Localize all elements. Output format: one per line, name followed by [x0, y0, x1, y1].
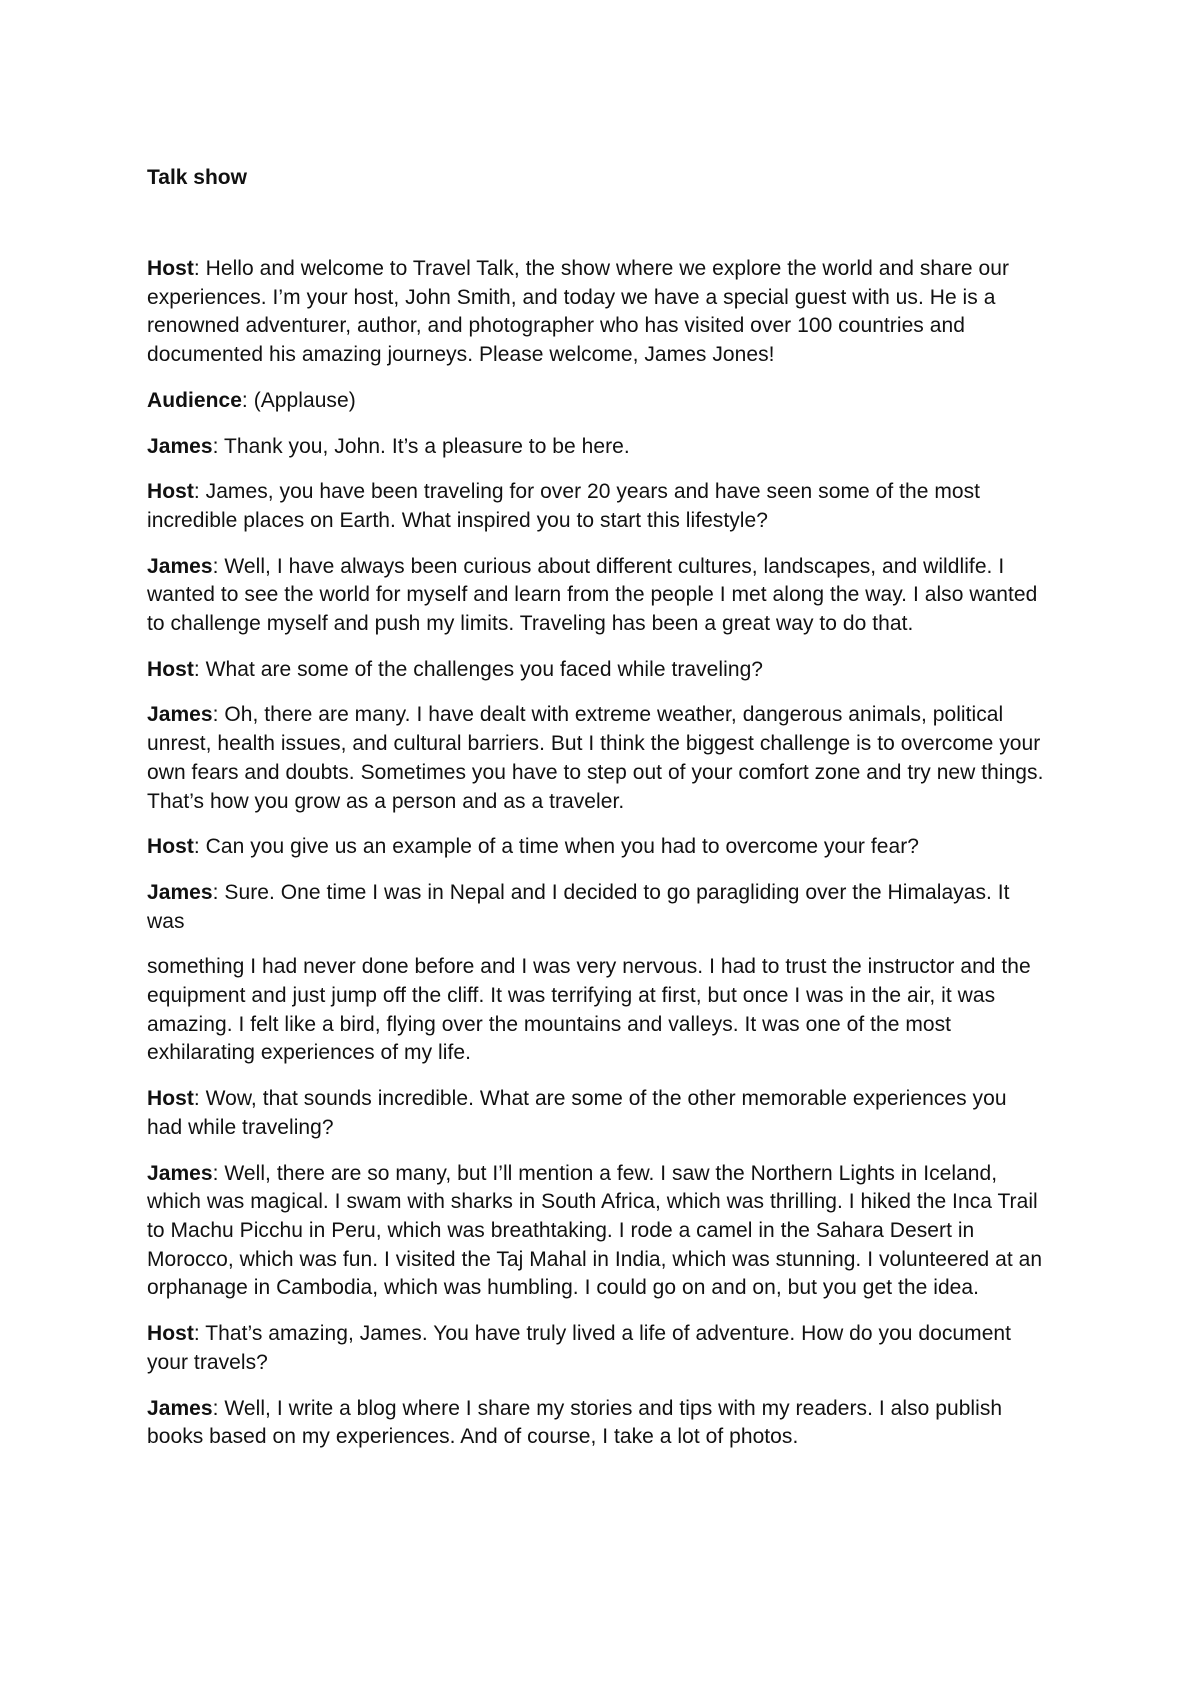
- dialogue-paragraph: [147, 553, 1047, 639]
- document-page: [147, 0, 1047, 1696]
- dialogue-text: : Oh, there are many. I have dealt with extreme weather, dangerous animals, political unrest, health issues, and cultural barriers. But I think the biggest challenge is to overcome your own fears and doubts. Sometimes you have to step out of your comfort zone and try new things. That’s how you grow as a person and as a traveler.: [147, 703, 1044, 813]
- dialogue-text: : James, you have been traveling for over 20 years and have seen some of the most incredible places on Earth. What inspired you to start this lifestyle?: [147, 480, 981, 532]
- dialogue-text: : Can you give us an example of a time when you had to overcome your fear?: [193, 835, 919, 859]
- dialogue-text: : Sure. One time I was in Nepal and I decided to go paragliding over the Himalayas. It was: [147, 880, 1010, 933]
- speaker-name: Audience: [147, 388, 242, 412]
- speaker-name: James: [147, 880, 213, 904]
- document-title: Talk show: [147, 166, 247, 189]
- dialogue-transcript: [147, 255, 1047, 1469]
- dialogue-paragraph: [147, 879, 1047, 936]
- dialogue-paragraph: [147, 1085, 1047, 1142]
- speaker-name: James: [147, 1396, 213, 1420]
- dialogue-paragraph: [147, 1320, 1047, 1377]
- dialogue-text: : Well, I write a blog where I share my stories and tips with my readers. I also publish books based on my experiences. And of course, I take a lot of photos.: [147, 1396, 1003, 1449]
- speaker-name: James: [147, 703, 213, 727]
- speaker-name: Host: [147, 657, 194, 681]
- dialogue-text: : Wow, that sounds incredible. What are some of the other memorable experiences you had while traveling?: [147, 1087, 1007, 1139]
- dialogue-text: : What are some of the challenges you faced while traveling?: [193, 657, 764, 681]
- speaker-name: Host: [147, 257, 194, 280]
- dialogue-text: : Well, I have always been curious about different cultures, landscapes, and wildlife. I wanted to see the world for myself and learn from the people I met along the way. I also wanted to challenge myself and push my limits. Traveling has been a great way to do that.: [147, 554, 1038, 636]
- dialogue-paragraph: [147, 433, 1047, 462]
- dialogue-text: : (Applause): [241, 388, 356, 412]
- dialogue-paragraph: [147, 1395, 1047, 1452]
- dialogue-paragraph: [147, 387, 1047, 416]
- dialogue-paragraph: [147, 656, 1047, 685]
- dialogue-text: : Thank you, John. It’s a pleasure to be here.: [212, 434, 630, 458]
- speaker-name: Host: [147, 1087, 194, 1111]
- dialogue-text: : That’s amazing, James. You have truly lived a life of adventure. How do you document your travels?: [147, 1322, 1012, 1374]
- speaker-name: James: [147, 1161, 213, 1185]
- dialogue-text: : Hello and welcome to Travel Talk, the show where we explore the world and share our experiences. I’m your host, John Smith, and today we have a special guest with us. He is a renowned adventurer, author, and photographer who has visited over 100 countries and documented his amazing journeys. Please welcome, James Jones!: [147, 257, 1009, 367]
- dialogue-paragraph: [147, 255, 1047, 370]
- dialogue-paragraph: [147, 478, 1047, 535]
- dialogue-paragraph: [147, 701, 1047, 816]
- speaker-name: Host: [147, 480, 194, 504]
- speaker-name: Host: [147, 1322, 194, 1346]
- speaker-name: James: [147, 434, 213, 458]
- dialogue-text: something I had never done before and I was very nervous. I had to trust the instructor and the equipment and just jump off the cliff. It was terrifying at first, but once I was in the air, it was amazing. I felt like a bird, flying over the mountains and valleys. It was one of the most exhilarating experiences of my life.: [147, 955, 1031, 1065]
- dialogue-paragraph: [147, 833, 1047, 862]
- dialogue-paragraph-continued: [147, 953, 1047, 1068]
- speaker-name: James: [147, 554, 213, 578]
- dialogue-paragraph: [147, 1160, 1047, 1304]
- dialogue-text: : Well, there are so many, but I’ll mention a few. I saw the Northern Lights in Iceland, which was magical. I swam with sharks in South Africa, which was thrilling. I hiked the Inca Trail to Machu Picchu in Peru, which was breathtaking. I rode a camel in the Sahara Desert in Morocco, which was fun. I visited the Taj Mahal in India, which was stunning. I volunteered at an orphanage in Cambodia, which was humbling. I could go on and on, but you get the idea.: [147, 1161, 1043, 1300]
- speaker-name: Host: [147, 835, 194, 859]
